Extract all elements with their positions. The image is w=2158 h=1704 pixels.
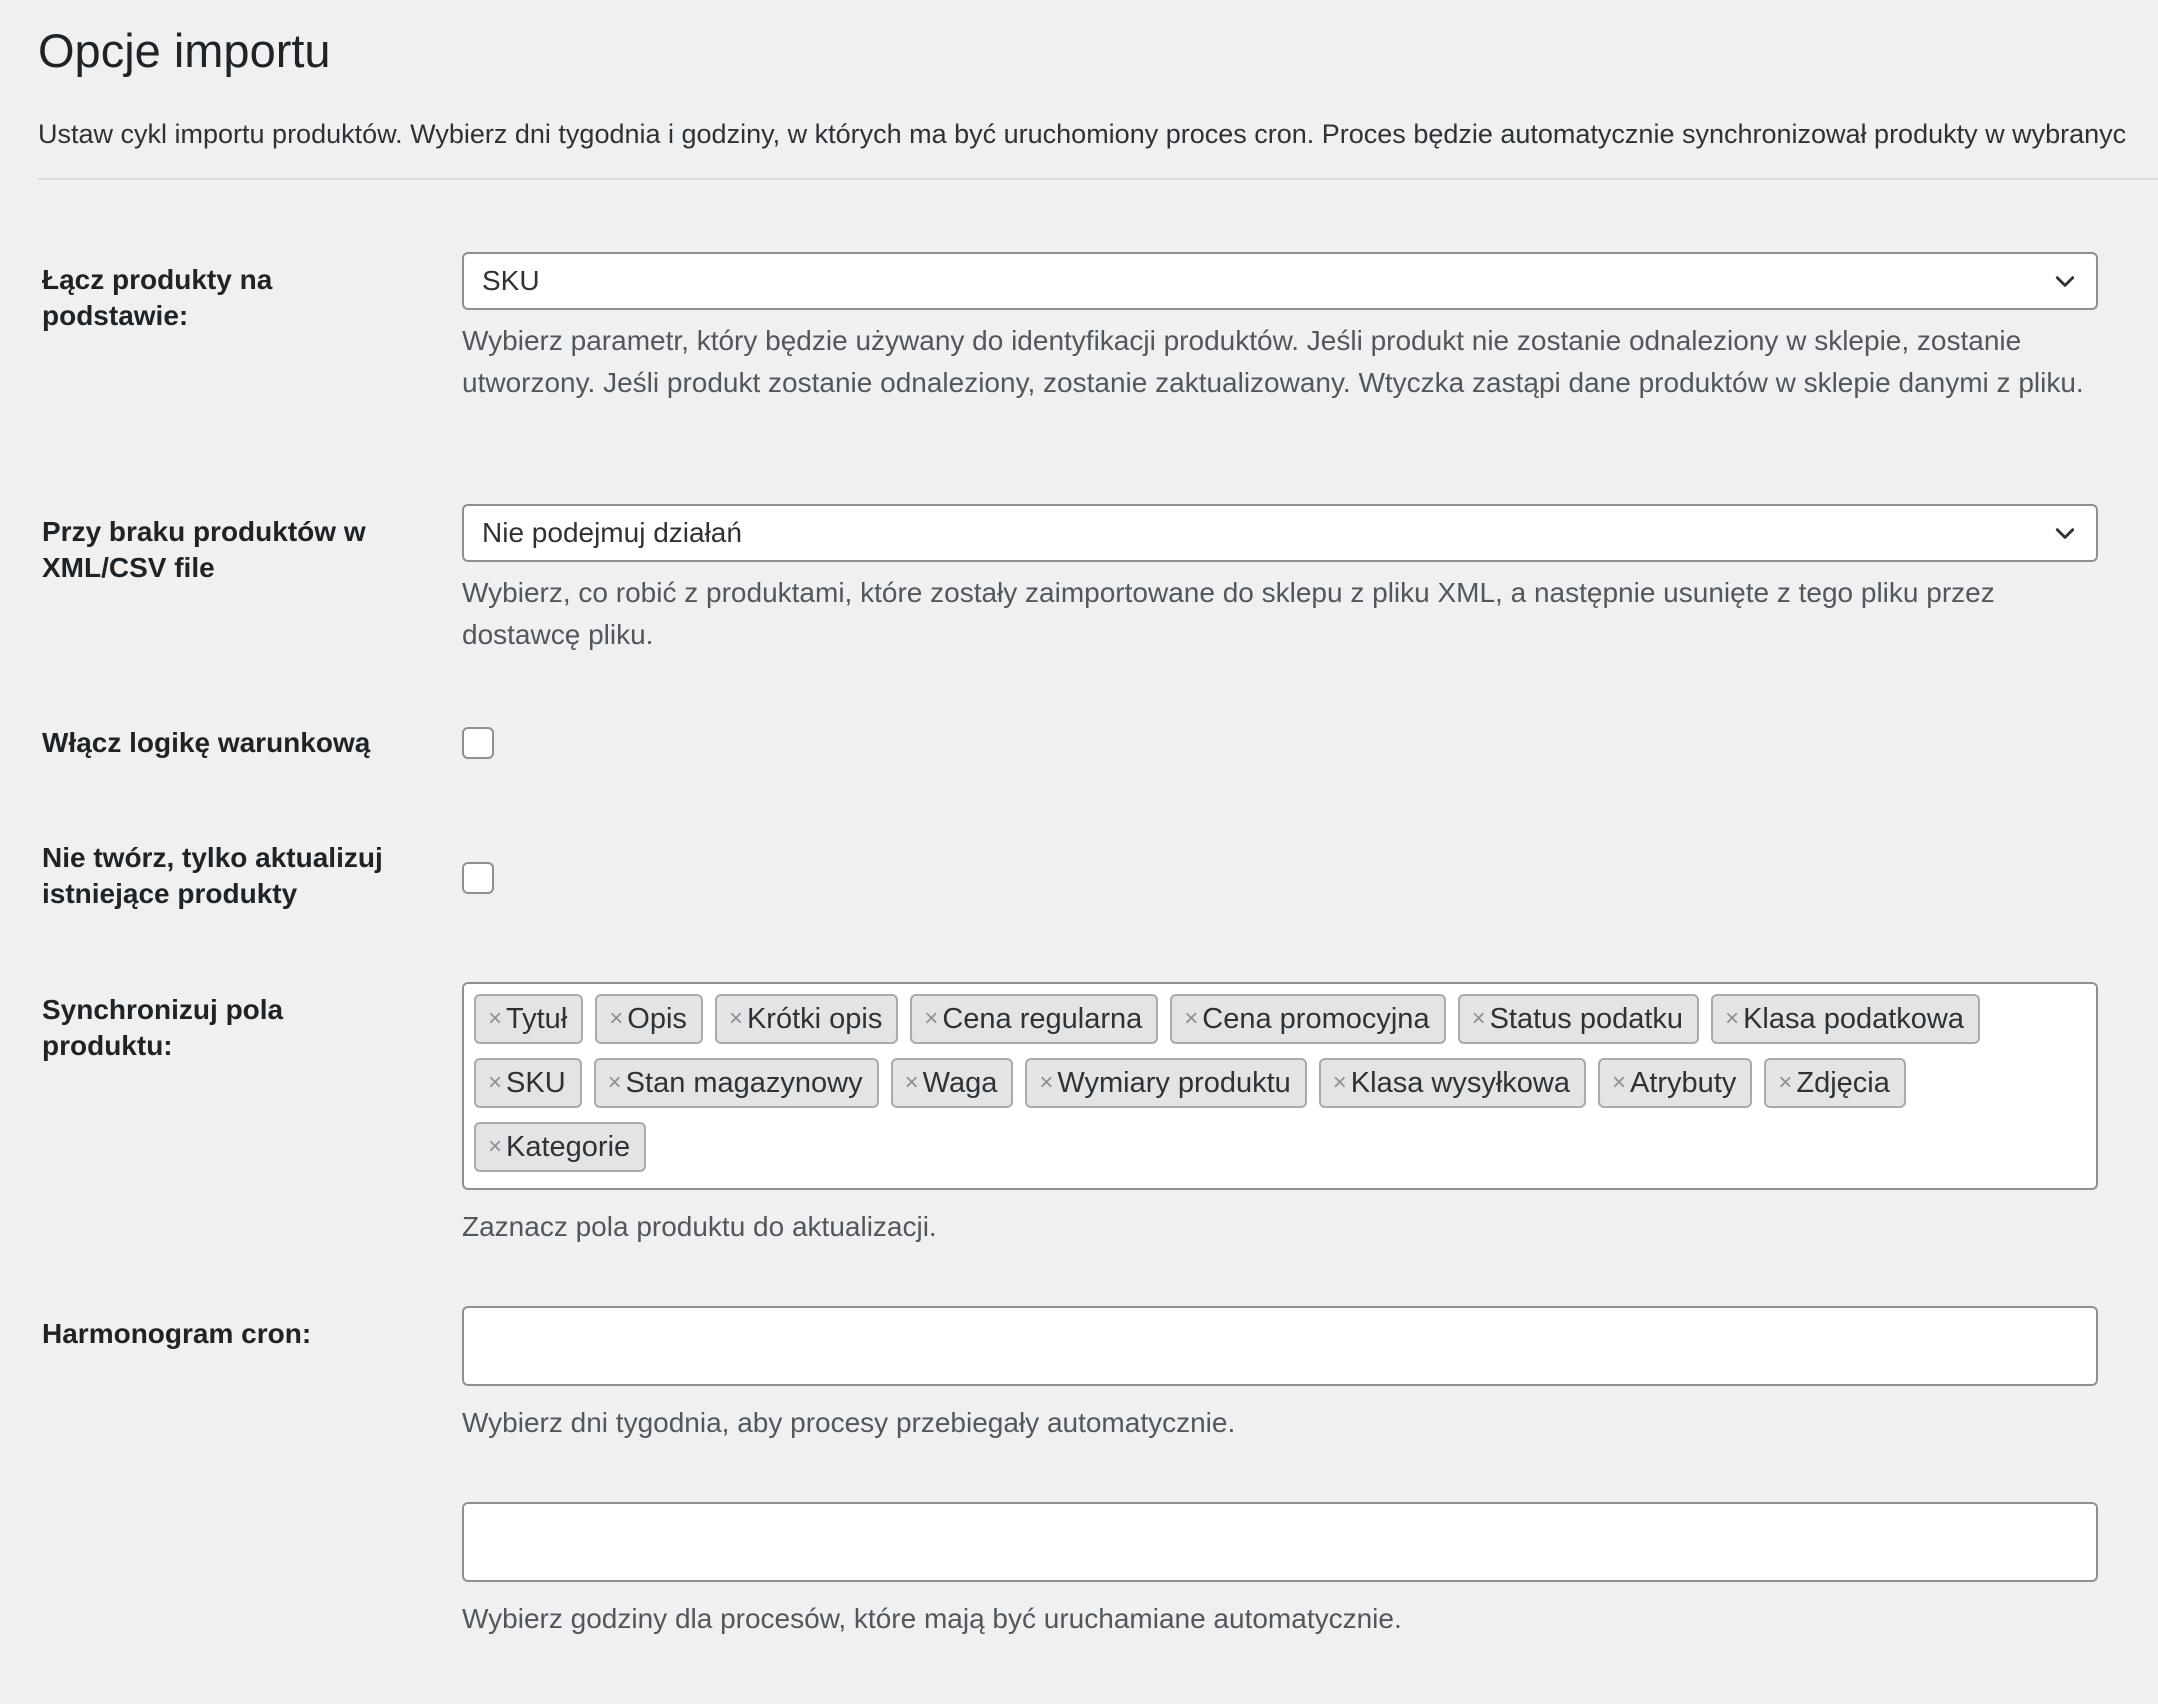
close-icon[interactable]: × <box>609 1005 624 1032</box>
field-tag[interactable] <box>474 994 583 1044</box>
field-tag-label: Cena regularna <box>942 1002 1143 1035</box>
sync-fields-label: Synchronizuj pola produktu: <box>42 994 284 1061</box>
field-tag-label: Atrybuty <box>1630 1066 1737 1099</box>
field-tag[interactable] <box>594 1058 879 1108</box>
close-icon[interactable]: × <box>1332 1069 1347 1096</box>
field-tag[interactable] <box>474 1122 646 1172</box>
tags-row <box>474 1058 2088 1112</box>
close-icon[interactable]: × <box>904 1069 919 1096</box>
field-tag[interactable] <box>1711 994 1980 1044</box>
close-icon[interactable]: × <box>1471 1005 1486 1032</box>
merge-select[interactable] <box>462 252 2098 310</box>
field-tag-label: Stan magazynowy <box>625 1066 863 1099</box>
merge-select-value: SKU <box>482 265 540 296</box>
missing-label: Przy braku produktów w XML/CSV file <box>42 516 366 583</box>
close-icon[interactable]: × <box>1611 1069 1626 1096</box>
field-tag[interactable] <box>1458 994 1700 1044</box>
chevron-down-icon <box>2054 522 2076 544</box>
field-tag[interactable] <box>1598 1058 1752 1108</box>
field-tag[interactable] <box>1319 1058 1586 1108</box>
field-tag-label: Waga <box>922 1066 998 1099</box>
missing-select-value: Nie podejmuj działań <box>482 517 742 548</box>
merge-label: Łącz produkty na podstawie: <box>42 264 273 331</box>
chevron-down-icon <box>2054 270 2076 292</box>
cron-days-description: Wybierz dni tygodnia, aby procesy przebiegały automatycznie. <box>462 1407 1236 1438</box>
tags-row <box>474 1122 2088 1176</box>
field-tag[interactable] <box>595 994 703 1044</box>
close-icon[interactable]: × <box>924 1005 939 1032</box>
divider <box>38 178 2158 180</box>
field-tag-label: Wymiary produktu <box>1057 1066 1291 1099</box>
cron-hours-description: Wybierz godziny dla procesów, które mają być uruchamiane automatycznie. <box>462 1603 1402 1634</box>
field-tag-label: Klasa podatkowa <box>1743 1002 1964 1035</box>
tags-row <box>474 994 2088 1048</box>
field-tag[interactable] <box>715 994 898 1044</box>
sync-fields-multiselect[interactable] <box>462 982 2098 1190</box>
field-tag-label: Opis <box>627 1002 687 1035</box>
field-tag-label: Klasa wysyłkowa <box>1350 1066 1570 1099</box>
merge-description: Wybierz parametr, który będzie używany do identyfikacji produktów. Jeśli produkt nie zostanie odnaleziony w sklepie, zostanie utworzony. Jeśli produkt zostanie odnaleziony, zostanie zaktualizowany. Wtyczka zastąpi dane produktów w sklepie danymi z pliku. <box>462 325 2084 398</box>
close-icon[interactable]: × <box>607 1069 622 1096</box>
close-icon[interactable]: × <box>1184 1005 1199 1032</box>
field-tag-label: SKU <box>506 1066 566 1099</box>
close-icon[interactable]: × <box>1725 1005 1740 1032</box>
close-icon[interactable]: × <box>488 1133 503 1160</box>
missing-select[interactable] <box>462 504 2098 562</box>
sync-fields-description: Zaznacz pola produktu do aktualizacji. <box>462 1211 937 1242</box>
conditional-checkbox[interactable] <box>462 727 494 759</box>
field-tag-label: Zdjęcia <box>1796 1066 1890 1099</box>
conditional-label: Włącz logikę warunkową <box>42 727 371 758</box>
page-intro: Ustaw cykl importu produktów. Wybierz dni tygodnia i godziny, w których ma być uruchomiony proces cron. Proces będzie automatycznie synchronizował produkty w wybranyc <box>38 119 2127 149</box>
field-tag[interactable] <box>910 994 1158 1044</box>
field-tag-label: Cena promocyjna <box>1202 1002 1430 1035</box>
close-icon[interactable]: × <box>728 1005 743 1032</box>
field-tag[interactable] <box>1764 1058 1906 1108</box>
cron-label: Harmonogram cron: <box>42 1318 312 1349</box>
update-only-checkbox[interactable] <box>462 862 494 894</box>
missing-description: Wybierz, co robić z produktami, które zostały zaimportowane do sklepu z pliku XML, a następnie usunięte z tego pliku przez dostawcę pliku. <box>462 577 1995 650</box>
cron-days-input[interactable] <box>462 1306 2098 1386</box>
update-only-label: Nie twórz, tylko aktualizuj istniejące produkty <box>42 842 383 909</box>
close-icon[interactable]: × <box>1039 1069 1054 1096</box>
close-icon[interactable]: × <box>488 1005 503 1032</box>
close-icon[interactable]: × <box>488 1069 503 1096</box>
close-icon[interactable]: × <box>1778 1069 1793 1096</box>
field-tag[interactable] <box>1170 994 1445 1044</box>
field-tag[interactable] <box>891 1058 1014 1108</box>
field-tag[interactable] <box>474 1058 582 1108</box>
cron-hours-input[interactable] <box>462 1502 2098 1582</box>
field-tag-label: Tytuł <box>506 1002 568 1035</box>
page-title: Opcje importu <box>38 24 331 77</box>
field-tag-label: Kategorie <box>506 1130 631 1163</box>
field-tag[interactable] <box>1025 1058 1306 1108</box>
field-tag-label: Krótki opis <box>746 1002 883 1035</box>
field-tag-label: Status podatku <box>1489 1002 1684 1035</box>
